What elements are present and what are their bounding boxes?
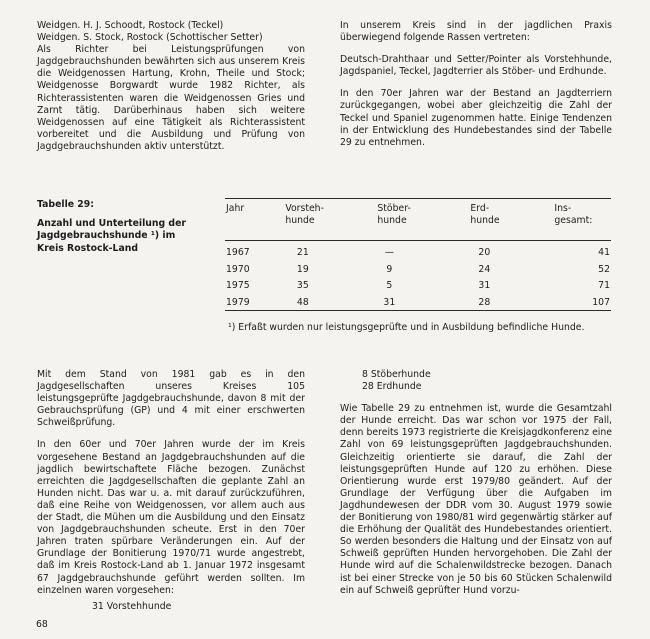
- table-row: [226, 262, 610, 279]
- header-pointers: Vorsteh- hunde: [285, 203, 324, 226]
- bottom-right-column: [340, 369, 612, 597]
- table-cell: 21: [296, 247, 309, 259]
- plan-item-flushers: 8 Stöberhunde: [362, 369, 431, 380]
- table-row: [226, 278, 610, 295]
- table-label: Tabelle 29:: [37, 199, 94, 210]
- breeder-line-2: Weidgen. S. Stock, Rostock (Schottischer Setter): [37, 32, 263, 44]
- plan-paragraph: In den 60er und 70er Jahren wurde der im Kreis vorgesehene Bestand an Jagdgebrauchshunden auf die jagdlich bewirtschaftete Fläche bezogen. Zunächst erreichten die Jagdgesellschaften die geplante Zahl an Hunden nicht. Das war u. a. mit darauf zurückzuführen, daß eine Reihe von Weidgenossen, vor allem auch aus der Stadt, die Mühen um die Ausbildung und den Einsatz von Jagdgebrauchshunden scheute. Erst in den 70er Jahren traten spürbare Veränderungen ein. Auf der Grundlage der Bonitierung 1970/71 wurde angestrebt, daß im Kreis Rostock-Land ab 1. Januar 1972 insgesamt 67 Jagdgebrauchshunde geführt werden sollten. Im einzelnen waren vorgesehen:: [37, 439, 305, 596]
- table-bottom-rule: [225, 310, 611, 311]
- table-caption-block: [37, 199, 187, 255]
- breeds-list: Deutsch-Drahthaar und Setter/Pointer als Vorstehhunde, Jagdspaniel, Teckel, Jagdterrier als Stöber- und Erdhunde.: [340, 54, 612, 78]
- breeds-intro: In unserem Kreis sind in der jagdlichen Praxis überwiegend folgende Rassen vertreten:: [340, 20, 612, 44]
- dog-count-table: [226, 203, 610, 311]
- header-year: Jahr: [226, 203, 245, 214]
- table-cell: 24: [478, 263, 491, 275]
- table-cell: 20: [478, 247, 491, 259]
- table-cell: —: [384, 247, 394, 259]
- table-cell: 19: [296, 263, 309, 275]
- table-row: [226, 295, 610, 312]
- table-cell: 35: [296, 280, 309, 292]
- judges-paragraph: Als Richter bei Leistungsprüfungen von Jagdgebrauchshunden bewährten sich aus unserem Kreis die Weidgenossen Hartung, Krohn, Theile und Stock; Weidgenosse Borgwardt wurde 1982 Richter, als Richterassistenten waren die Weidgenossen Gries und Zarnt tätig. Darüberhinaus haben sich weitere Weidgenossen auf eine Tätigkeit als Richterassistent vorbereitet und die Ausbildung und Prüfung von Jagdgebrauchshunden aktiv unterstützt.: [37, 44, 305, 152]
- table-cell: 71: [598, 280, 610, 292]
- table-cell: 107: [592, 296, 610, 308]
- page-number: 68: [36, 619, 48, 630]
- header-earthdogs: Erd- hunde: [470, 203, 500, 226]
- header-total: Ins- gesamt:: [554, 203, 593, 226]
- plan-item-earthdogs: 28 Erdhunde: [362, 381, 422, 393]
- result-paragraph: Wie Tabelle 29 zu entnehmen ist, wurde die Gesamtzahl der Hunde erreicht. Das war schon vor 1975 der Fall, denn bereits 1973 registrierte die Kreisjagdkonferenz eine Zahl von 69 leistungsgeprüften Jagdgebrauchshunden. Gleichzeitig orientierte sie darauf, die Zahl der leistungsgeprüften Hunde auf 120 zu erhöhen. Diese Orientierung wurde erst 1979/80 geändert. Auf der Grundlage der Verfügung über die Aufgaben im Jagdhundewesen der DDR vom 30. August 1979 sowie der Bonitierung von 1980/81 wird gegenwärtig stärker auf die Erhöhung der Qualität des Hundebestandes orientiert. So werden besonders die Haltung und der Einsatz von auf Schweiß geprüften Hunden hervorgehoben. Die Zahl der Hunde wird auf die Schalenwildstrecke bezogen. Danach ist bei einer Strecke von je 50 bis 60 Stücken Schalenwild ein auf Schweiß geprüfter Hund vorzu-: [340, 403, 612, 596]
- bottom-left-column: [37, 369, 305, 613]
- table-top-rule: [225, 198, 611, 199]
- table-cell: 52: [598, 263, 610, 275]
- table-body: [226, 241, 610, 311]
- stand-1981-paragraph: Mit dem Stand von 1981 gab es in den Jagdgesellschaften unseres Kreises 105 leistungsgeprüfte Jagdgebrauchshunde, davon 8 mit der Gebrauchsprüfung (GP) und 4 mit einer erschwerten Schweißprüfung.: [37, 369, 305, 429]
- table-cell: 48: [296, 296, 309, 308]
- table-cell: 28: [478, 296, 491, 308]
- table-cell: 5: [386, 280, 393, 292]
- table-cell: 31: [478, 280, 491, 292]
- table-cell: 1979: [226, 296, 250, 308]
- breeder-line-1: Weidgen. H. J. Schoodt, Rostock (Teckel): [37, 20, 224, 31]
- trends-paragraph: In den 70er Jahren war der Bestand an Jagdterriern zurückgegangen, wobei aber gleichzeitig die Zahl der Teckel und Spaniel zugenommen hatte. Einige Tendenzen in der Entwicklung des Hundebestandes sind der Tabelle 29 zu entnehmen.: [340, 88, 612, 148]
- top-left-column: [37, 20, 305, 153]
- table-header-rule: [225, 240, 611, 241]
- table-caption: Anzahl und Unterteilung der Jagdgebrauchshunde ¹) im Kreis Rostock-Land: [37, 218, 186, 254]
- plan-item-pointers: 31 Vorstehhunde: [92, 600, 172, 612]
- table-cell: 31: [383, 296, 396, 308]
- table-cell: 41: [598, 247, 610, 259]
- table-footnote: ¹) Erfaßt wurden nur leistungsgeprüfte und in Ausbildung befindliche Hunde.: [228, 322, 585, 333]
- header-flushers: Stöber- hunde: [377, 203, 411, 226]
- table-cell: 9: [386, 263, 393, 275]
- table-cell: 1970: [226, 263, 250, 275]
- table-row: [226, 241, 610, 262]
- table-cell: 1975: [226, 280, 250, 292]
- table-header-row: [226, 203, 610, 241]
- table-cell: 1967: [226, 247, 250, 259]
- top-right-column: [340, 20, 612, 149]
